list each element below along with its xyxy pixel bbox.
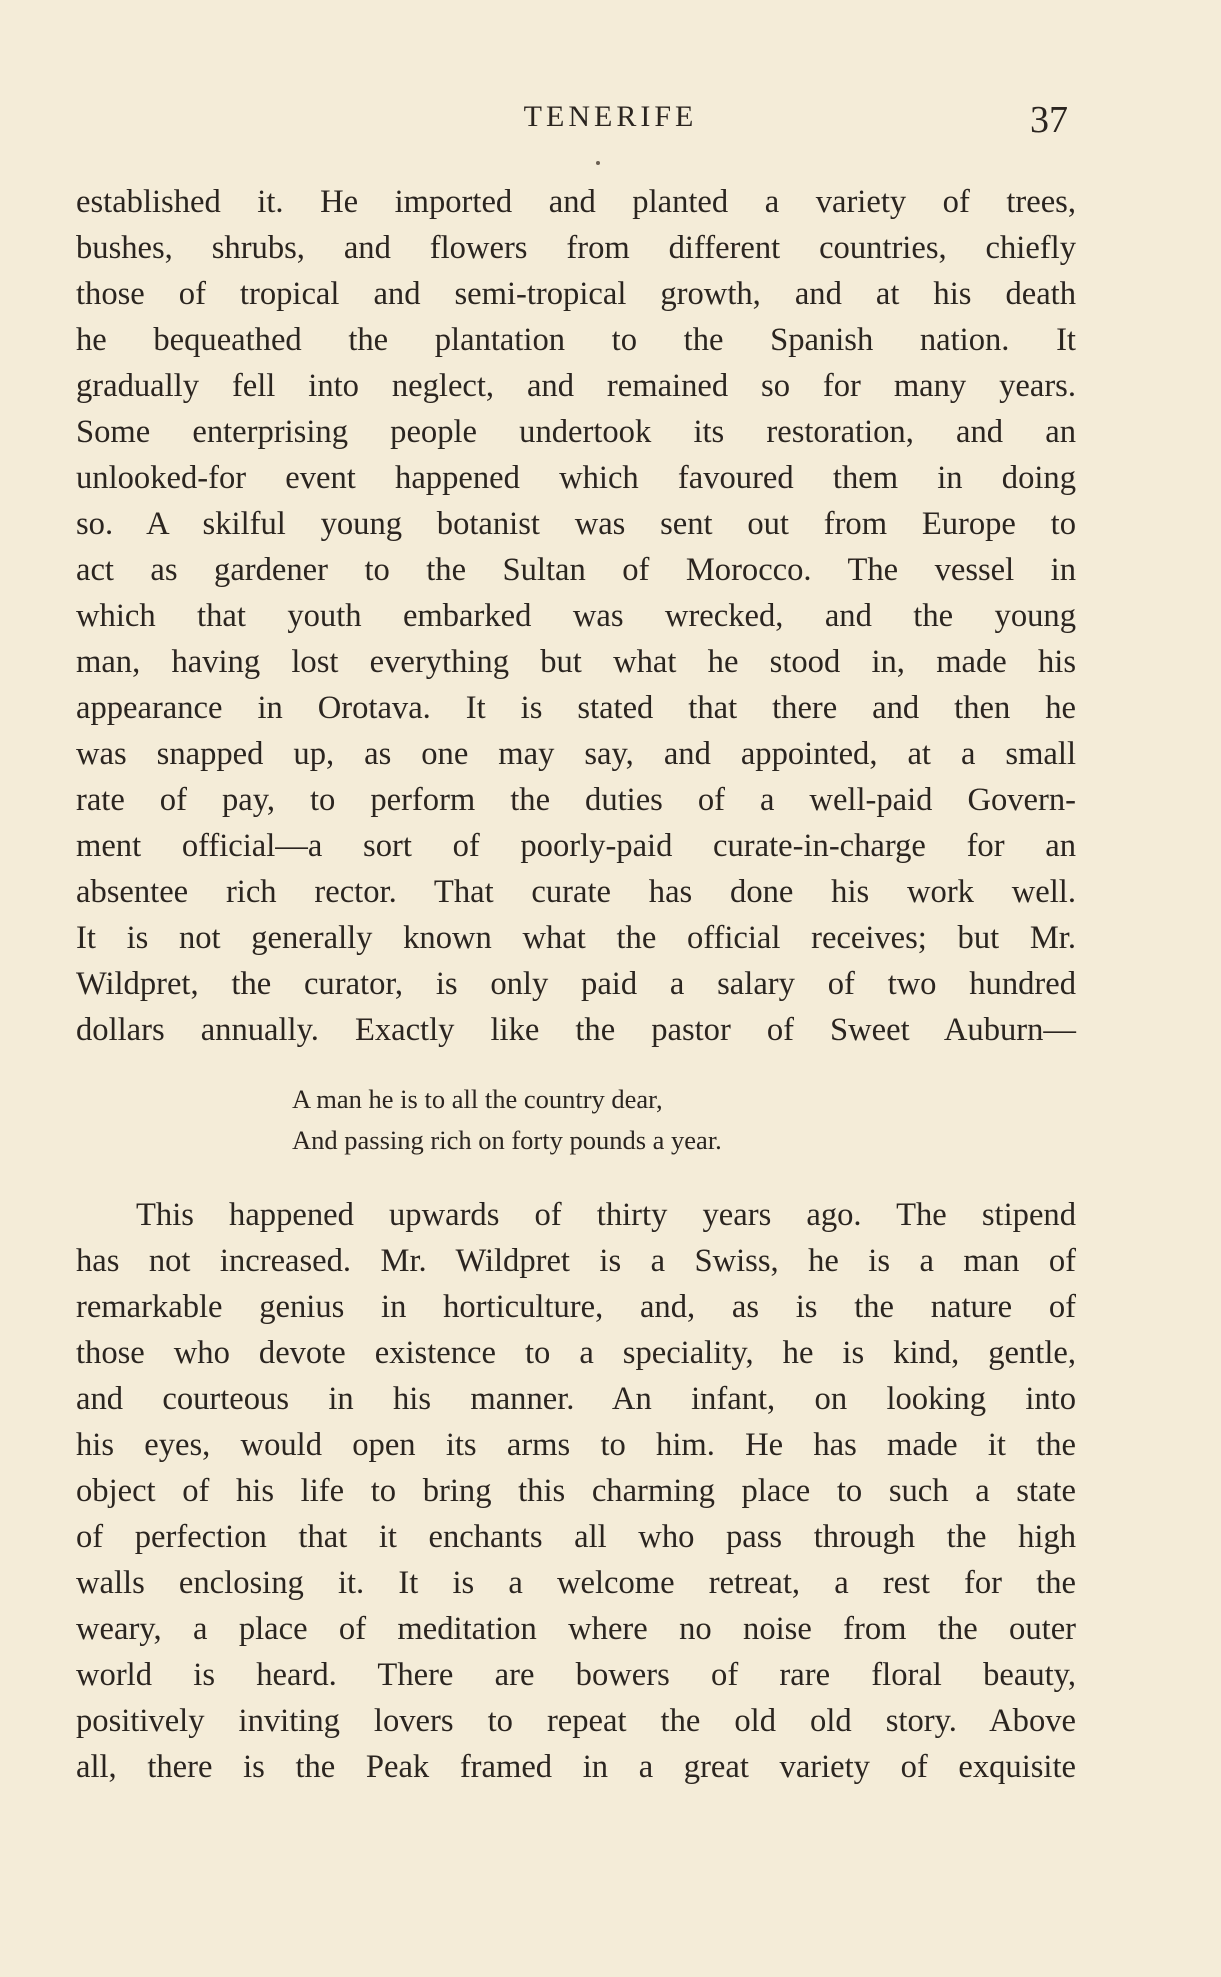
paragraph-1 xyxy=(76,179,1076,1053)
verse-quotation xyxy=(292,1079,892,1161)
text-line: all, there is the Peak framed in a great variety of exquisite xyxy=(76,1749,1076,1785)
text-line: rate of pay, to perform the duties of a well-paid Govern- xyxy=(76,782,1076,818)
text-line: and courteous in his manner. An infant, on looking into xyxy=(76,1381,1076,1417)
text-line: world is heard. There are bowers of rare floral beauty, xyxy=(76,1657,1076,1693)
verse-line: And passing rich on forty pounds a year. xyxy=(292,1125,722,1155)
text-line: established it. He imported and planted a variety of trees, xyxy=(76,184,1076,220)
text-line: his eyes, would open its arms to him. He has made it the xyxy=(76,1427,1076,1463)
running-title: TENERIFE xyxy=(523,100,698,133)
text-line: absentee rich rector. That curate has done his work well. xyxy=(76,874,1076,910)
verse-line: A man he is to all the country dear, xyxy=(292,1084,663,1114)
page-number: 37 xyxy=(1030,99,1068,141)
text-line: gradually fell into neglect, and remained so for many years. xyxy=(76,368,1076,404)
text-line: dollars annually. Exactly like the pastor of Sweet Auburn— xyxy=(76,1012,1076,1048)
text-line: positively inviting lovers to repeat the old old story. Above xyxy=(76,1703,1076,1739)
text-line: bushes, shrubs, and flowers from different countries, chiefly xyxy=(76,230,1076,266)
text-line: man, having lost everything but what he stood in, made his xyxy=(76,644,1076,680)
text-line: was snapped up, as one may say, and appointed, at a small xyxy=(76,736,1076,772)
text-line: of perfection that it enchants all who pass through the high xyxy=(76,1519,1076,1555)
text-line: walls enclosing it. It is a welcome retreat, a rest for the xyxy=(76,1565,1076,1601)
text-line: so. A skilful young botanist was sent out from Europe to xyxy=(76,506,1076,542)
text-line: appearance in Orotava. It is stated that there and then he xyxy=(76,690,1076,726)
text-line: This happened upwards of thirty years ago. The stipend xyxy=(136,1197,1076,1233)
text-line: he bequeathed the plantation to the Spanish nation. It xyxy=(76,322,1076,358)
text-line: those who devote existence to a speciality, he is kind, gentle, xyxy=(76,1335,1076,1371)
text-line: those of tropical and semi-tropical growth, and at his death xyxy=(76,276,1076,312)
text-line: Some enterprising people undertook its restoration, and an xyxy=(76,414,1076,450)
text-line: ment official—a sort of poorly-paid curate-in-charge for an xyxy=(76,828,1076,864)
text-line: It is not generally known what the official receives; but Mr. xyxy=(76,920,1076,956)
text-line: has not increased. Mr. Wildpret is a Swiss, he is a man of xyxy=(76,1243,1076,1279)
paragraph-2 xyxy=(76,1192,1076,1790)
printing-mark xyxy=(596,161,600,165)
text-line: remarkable genius in horticulture, and, as is the nature of xyxy=(76,1289,1076,1325)
text-line: unlooked-for event happened which favoured them in doing xyxy=(76,460,1076,496)
text-line: act as gardener to the Sultan of Morocco. The vessel in xyxy=(76,552,1076,588)
text-line: Wildpret, the curator, is only paid a salary of two hundred xyxy=(76,966,1076,1002)
text-line: object of his life to bring this charming place to such a state xyxy=(76,1473,1076,1509)
text-line: which that youth embarked was wrecked, and the young xyxy=(76,598,1076,634)
text-line: weary, a place of meditation where no noise from the outer xyxy=(76,1611,1076,1647)
